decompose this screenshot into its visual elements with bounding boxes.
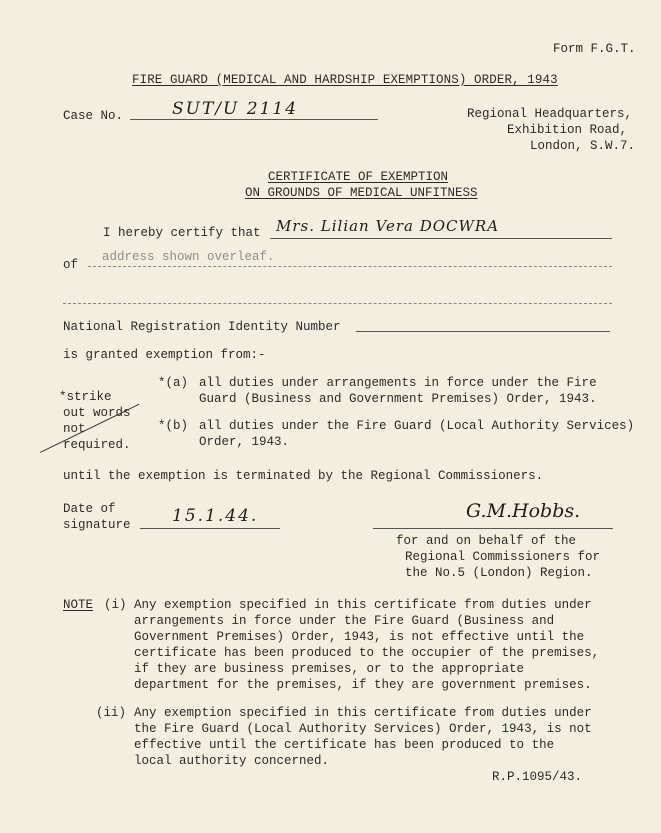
behalf-line-2: Regional Commissioners for bbox=[405, 550, 601, 564]
option-b-marker: *(b) bbox=[158, 419, 189, 433]
note-i-line-4: certificate has been produced to the occupier of the premises, bbox=[134, 646, 600, 660]
note-i-line-1: Any exemption specified in this certificate from duties under bbox=[134, 598, 592, 612]
option-b-line-2: Order, 1943. bbox=[199, 435, 290, 449]
certificate-title-1: CERTIFICATE OF EXEMPTION bbox=[268, 170, 449, 184]
nri-line bbox=[356, 331, 610, 332]
option-a-line-2: Guard (Business and Government Premises) Order, 1943. bbox=[199, 392, 597, 406]
note-label: NOTE bbox=[63, 598, 94, 612]
signature: G.M.Hobbs. bbox=[466, 500, 581, 522]
address-line-1 bbox=[88, 266, 612, 267]
hq-line-2: Exhibition Road, bbox=[507, 123, 628, 137]
note-ii-line-3: effective until the certificate has been produced to the bbox=[134, 738, 555, 752]
certify-text: I hereby certify that bbox=[103, 226, 261, 240]
note-i-line-5: if they are business premises, or to the appropriate bbox=[134, 662, 525, 676]
behalf-line-3: the No.5 (London) Region. bbox=[405, 566, 593, 580]
holder-name-line bbox=[270, 238, 612, 239]
strike-note-2: out words bbox=[63, 406, 131, 420]
note-ii-marker: (ii) bbox=[96, 706, 127, 720]
nri-label: National Registration Identity Number bbox=[63, 320, 341, 334]
case-label: Case No. bbox=[63, 109, 124, 123]
option-a-line-1: all duties under arrangements in force under the Fire bbox=[199, 376, 597, 390]
signature-line bbox=[373, 528, 613, 529]
strike-note-1: *strike bbox=[59, 390, 112, 404]
strike-note-3: not bbox=[63, 422, 86, 436]
hq-line-3: London, S.W.7. bbox=[530, 139, 636, 153]
strike-note-4: required. bbox=[63, 438, 131, 452]
date-line bbox=[140, 528, 280, 529]
date-label-2: signature bbox=[63, 518, 131, 532]
date-label-1: Date of bbox=[63, 502, 116, 516]
option-b-line-1: all duties under the Fire Guard (Local Authority Services) bbox=[199, 419, 635, 433]
note-ii-line-2: the Fire Guard (Local Authority Services) Order, 1943, is not bbox=[134, 722, 592, 736]
address-line-2 bbox=[63, 303, 612, 304]
of-label: of bbox=[63, 258, 79, 272]
note-i-line-3: Government Premises) Order, 1943, is not effective until the bbox=[134, 630, 585, 644]
date-value: 15.1.44. bbox=[172, 506, 259, 526]
note-ii-line-1: Any exemption specified in this certificate from duties under bbox=[134, 706, 592, 720]
granted-text: is granted exemption from:- bbox=[63, 348, 266, 362]
form-id: Form F.G.T. bbox=[553, 42, 636, 56]
case-number: SUT/U 2114 bbox=[172, 99, 299, 119]
until-text: until the exemption is terminated by the Regional Commissioners. bbox=[63, 469, 544, 483]
footer-ref: R.P.1095/43. bbox=[492, 770, 583, 784]
order-title: FIRE GUARD (MEDICAL AND HARDSHIP EXEMPTIONS) ORDER, 1943 bbox=[132, 73, 558, 87]
note-i-line-2: arrangements in force under the Fire Guard (Business and bbox=[134, 614, 555, 628]
note-ii-line-4: local authority concerned. bbox=[134, 754, 330, 768]
case-number-line bbox=[130, 119, 378, 120]
holder-name: Mrs. Lilian Vera DOCWRA bbox=[276, 217, 500, 235]
note-i-marker: (i) bbox=[104, 598, 127, 612]
note-i-line-6: department for the premises, if they are government premises. bbox=[134, 678, 592, 692]
behalf-line-1: for and on behalf of the bbox=[396, 534, 577, 548]
hq-line-1: Regional Headquarters, bbox=[467, 107, 633, 121]
option-a-marker: *(a) bbox=[158, 376, 189, 390]
certificate-title-2: ON GROUNDS OF MEDICAL UNFITNESS bbox=[245, 186, 478, 200]
address-text: address shown overleaf. bbox=[102, 250, 275, 264]
